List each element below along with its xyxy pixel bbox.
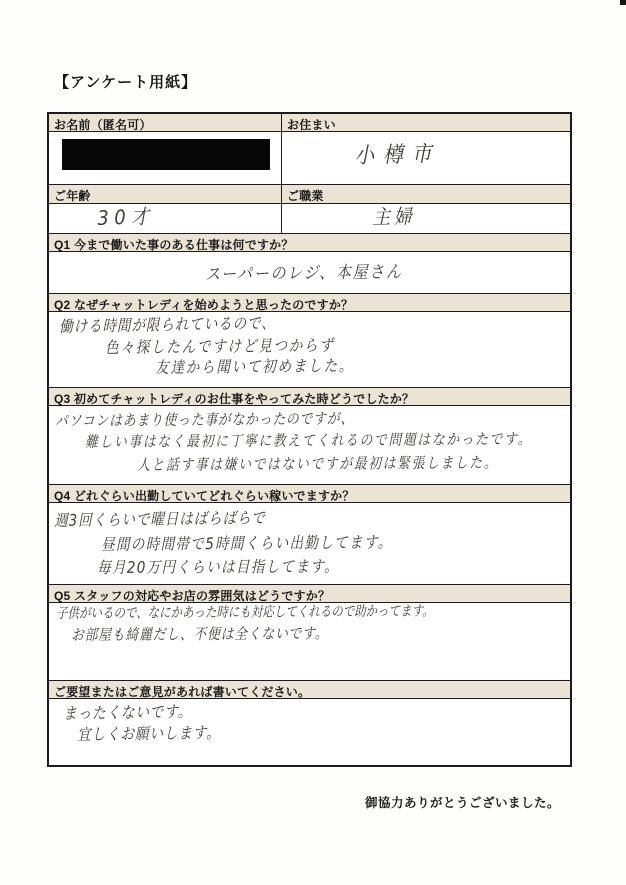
handwritten-answer-line: 働ける時間が限られているので、 [58, 313, 276, 336]
table-row [49, 132, 570, 185]
question-header-row [49, 234, 570, 252]
field-label-occupation: ご職業 [287, 189, 324, 203]
field-label-age: ご年齢 [54, 189, 91, 203]
handwritten-answer-line: スーパーのレジ、本屋さん [204, 262, 403, 285]
question-label-q2: Q2 なぜチャットレディを始めようと思ったのですか？ [54, 298, 354, 312]
answer-row [49, 699, 570, 765]
table-row [49, 114, 570, 132]
table-row [49, 185, 570, 204]
survey-table [47, 112, 572, 767]
handwritten-answer-line: 週3回くらいで曜日はばらばらで [53, 508, 266, 530]
handwritten-occupation: 主婦 [371, 204, 416, 229]
question-label-q5: Q5 スタッフの対応やお店の雰囲気はどうですか？ [54, 589, 331, 603]
question-label-q4: Q4 どれぐらい出勤していてどれぐらい稼いでますか？ [54, 489, 355, 503]
handwritten-answer-line: まったくないです。 [62, 701, 193, 723]
question-label-q3: Q3 初めてチャットレディのお仕事をやってみた時どうでしたか？ [54, 392, 415, 406]
field-label-residence: お住まい [287, 118, 336, 132]
question-header-row [49, 485, 570, 503]
answer-row [49, 312, 570, 388]
handwritten-answer-line: 難しい事はなく最初に丁寧に教えてくれるので問題はなかったです。 [84, 429, 533, 451]
answer-row [49, 603, 570, 681]
answer-row [49, 503, 570, 585]
question-label-q1: Q1 今まで働いた事のある仕事は何ですか？ [54, 238, 294, 252]
thank-you-note: 御協力ありがとうございました。 [364, 796, 560, 810]
answer-row [49, 406, 570, 485]
handwritten-answer-line: 友達から聞いて初めました。 [154, 355, 355, 377]
handwritten-answer-line: 宜しくお願いします。 [76, 722, 221, 744]
handwritten-answer-line: 色々探したんですけど見つからず [104, 335, 335, 357]
question-header-row [49, 681, 570, 699]
handwritten-residence: 小樽市 [353, 141, 442, 169]
question-header-row [49, 585, 570, 603]
question-header-row [49, 388, 570, 406]
field-label-name: お名前（匿名可） [54, 118, 152, 132]
table-row [49, 204, 570, 234]
page-title: 【アンケート用紙】 [54, 74, 198, 91]
handwritten-answer-line: パソコンはあまり使った事がなかったのですが、 [54, 409, 355, 430]
question-label-request: ご要望またはご意見があれば書いてください。 [54, 685, 311, 699]
redacted-name-box [62, 139, 270, 170]
scan-artifact [620, 0, 626, 5]
handwritten-answer-line: 子供がいるので、なにかあった時にも対応してくれるので助かってます。 [55, 603, 434, 622]
handwritten-answer-line: 昼間の時間帯で5時間くらい出勤してます。 [100, 532, 393, 554]
question-header-row [49, 294, 570, 312]
handwritten-answer-line: お部屋も綺麗だし、不便は全くないです。 [70, 624, 329, 644]
answer-row [49, 252, 570, 294]
handwritten-answer-line: 毎月20万円くらいは目指してます。 [96, 556, 339, 577]
handwritten-age: 30才 [96, 204, 155, 230]
handwritten-answer-line: 人と話す事は嫌いではないですが最初は緊張しました。 [136, 453, 499, 474]
